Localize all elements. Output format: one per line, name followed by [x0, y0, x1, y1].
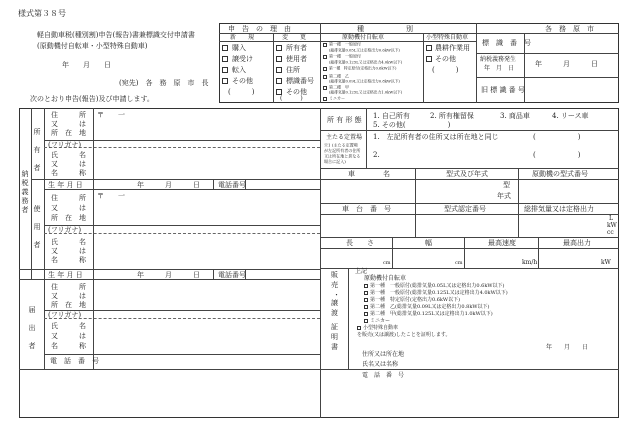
- reason-header: 申 告 の 理 由: [228, 25, 291, 33]
- new-purchase-checkbox[interactable]: [222, 45, 228, 51]
- office-header: 各 務 原 市: [545, 25, 594, 33]
- user-name-label-1: 氏 名: [51, 238, 86, 246]
- special-other-checkbox[interactable]: [426, 56, 432, 62]
- owner-address-label-2: 又 は: [51, 120, 86, 128]
- user-address-label-2: 又 は: [51, 204, 86, 212]
- user-birth-label: 生 年 月 日: [48, 271, 83, 279]
- new-transfer-label: 譲受け: [232, 55, 253, 63]
- user-postal[interactable]: 〒 一: [97, 192, 125, 200]
- ownership-option-1[interactable]: 1. 自己所有: [373, 112, 410, 120]
- proof-date[interactable]: 年 月 日: [546, 344, 589, 351]
- type-1c-label: 第一種 特定原付(定格出力0.6kW以下): [329, 66, 397, 71]
- unit-cc: cc: [607, 229, 614, 236]
- old-plate-field[interactable]: [525, 78, 618, 102]
- submitter-address-label-3: 所 在 地: [51, 301, 86, 309]
- user-phone-label: 電話番号: [218, 271, 246, 279]
- user-name-field[interactable]: [94, 234, 319, 268]
- proof-certify: を販売(又は譲渡)したことを証明します。: [357, 332, 451, 338]
- storage-option-1[interactable]: 1. 左記所有者の住所又は所在地と同じ: [373, 133, 499, 141]
- ownership-label: 所 有 形 態: [327, 116, 362, 124]
- ownership-option-4[interactable]: 4. リース車: [552, 112, 589, 120]
- vehicle-year-unit: 年式: [497, 192, 511, 200]
- vehicle-engine-label: 原動機の型式番号: [532, 170, 588, 178]
- type-2b-note: (総排気量0.09L又は定格出力0.8kW以下): [329, 79, 400, 84]
- user-name-label-2: 又 は: [51, 247, 86, 255]
- length-label: 長 さ: [346, 239, 374, 247]
- power-unit: kW: [601, 259, 611, 266]
- new-transfer-checkbox[interactable]: [222, 56, 228, 62]
- ownership-option-3[interactable]: 3. 商品車: [500, 112, 530, 120]
- new-movein-checkbox[interactable]: [222, 67, 228, 73]
- ownership-option-2[interactable]: 2. 所有権留保: [430, 112, 474, 120]
- form-code: 様式第３８号: [18, 9, 66, 18]
- type-2a-note: (総排気量0.125L又は定格出力1.0kW以下): [329, 90, 403, 95]
- speed-label: 最高速度: [488, 239, 516, 247]
- owner-name-label-1: 氏 名: [51, 151, 86, 159]
- user-furigana-label: (フリガナ): [48, 226, 82, 234]
- new-other-checkbox[interactable]: [222, 78, 228, 84]
- proof-address-label: 住所又は所在地: [362, 351, 405, 358]
- submitter-side-label: 届 出 者: [28, 306, 36, 351]
- unit-liter: L: [609, 215, 613, 222]
- proof-item-5-checkbox[interactable]: [364, 312, 368, 316]
- user-address-label-1: 住 所: [51, 194, 86, 202]
- width-label: 幅: [425, 239, 432, 247]
- user-birth-value[interactable]: 年 月 日: [137, 271, 200, 279]
- tax-date-value[interactable]: 年 月 日: [535, 60, 598, 68]
- submitter-address-field[interactable]: [94, 280, 319, 309]
- change-plate-checkbox[interactable]: [276, 78, 282, 84]
- vehicle-name-field[interactable]: [321, 180, 414, 202]
- submitter-phone-field[interactable]: [94, 355, 319, 368]
- submitter-address-label-1: 住 所: [51, 283, 86, 291]
- owner-address-label-3: 所 在 地: [51, 129, 86, 137]
- user-address-label-3: 所 在 地: [51, 214, 86, 222]
- type-2b-label: 第二種 乙: [329, 74, 350, 79]
- proof-item-4-checkbox[interactable]: [364, 305, 368, 309]
- proof-moped-header: 原動機付自転車: [364, 275, 407, 282]
- type-1b-checkbox[interactable]: [323, 55, 327, 59]
- type-2a-label: 第二種 甲: [329, 85, 350, 90]
- owner-birth-label: 生 年 月 日: [48, 181, 83, 189]
- type-1a-checkbox[interactable]: [323, 43, 327, 47]
- tax-date-label: 納税義務発生: [480, 56, 517, 63]
- change-user-label: 使用者: [286, 55, 307, 63]
- new-other-label: その他: [232, 77, 253, 85]
- remarks-area[interactable]: [20, 370, 618, 417]
- storage-label: 主たる定置場: [326, 134, 363, 141]
- width-unit: cm: [455, 260, 463, 266]
- storage-paren-2: ( ): [533, 151, 581, 159]
- vin-label: 車 台 番 号: [342, 205, 391, 213]
- type-2b-checkbox[interactable]: [323, 75, 327, 79]
- proof-item-3: 第一種 特定原付(定格出力0.6kW以下): [370, 297, 461, 303]
- proof-phone-label: 電 話 番 号: [362, 372, 405, 379]
- change-label: 変 更: [282, 34, 307, 41]
- owner-address-label-1: 住 所: [51, 111, 86, 119]
- user-side-label: 使 用 者: [33, 205, 41, 250]
- owner-phone-field[interactable]: [246, 180, 319, 188]
- proof-item-2: 第一種 一般原付(総排気量0.125L又は定格出力4.0kW以下): [370, 290, 508, 296]
- special-header: 小型特殊自動車: [426, 34, 469, 41]
- submitter-name-field[interactable]: [94, 319, 319, 353]
- change-other-paren: ( ): [280, 95, 303, 102]
- unit-kw: kW: [607, 222, 617, 229]
- change-address-label: 住所: [286, 66, 300, 74]
- cert-field[interactable]: [416, 215, 517, 236]
- proof-item-6-checkbox[interactable]: [364, 319, 368, 323]
- storage-paren-1: ( ): [533, 133, 581, 141]
- type-header: 種 別: [357, 25, 413, 33]
- user-address-field[interactable]: [94, 200, 319, 224]
- proof-name-label: 氏名又は名称: [362, 361, 399, 368]
- type-1c-checkbox[interactable]: [323, 67, 327, 71]
- proof-item-4: 第二種 乙(総排気量0.09L又は定格出力0.8kW以下): [370, 304, 490, 310]
- change-address-checkbox[interactable]: [276, 67, 282, 73]
- vehicle-model-label: 型式及び年式: [446, 170, 488, 178]
- special-farm-checkbox[interactable]: [426, 45, 432, 51]
- type-minicar-label: ミニカー: [329, 96, 346, 101]
- storage-note: ※1 (主たる定置場が左記所有者の住所又は所在地と異なる場合に記入): [324, 144, 361, 165]
- submitter-name-label-3: 名 称: [51, 342, 86, 350]
- tax-date-sub: 年 月 日: [484, 65, 515, 72]
- proof-item-2-checkbox[interactable]: [364, 291, 368, 295]
- new-label: 新 規: [230, 34, 255, 41]
- proof-item-1-checkbox[interactable]: [364, 284, 368, 288]
- special-farm-label: 農耕作業用: [435, 44, 470, 52]
- type-minicar-checkbox[interactable]: [323, 97, 327, 101]
- proof-item-3-checkbox[interactable]: [364, 298, 368, 302]
- submitter-furigana-label: (フリガナ): [48, 311, 82, 319]
- submitter-address-label-2: 又 は: [51, 292, 86, 300]
- user-name-label-3: 名 称: [51, 256, 86, 264]
- submitter-name-label-2: 又 は: [51, 332, 86, 340]
- displacement-label: 総排気量又は定格出力: [524, 205, 594, 213]
- submitter-phone-label: 電 話 番 号: [50, 357, 99, 365]
- proof-item-5: 第二種 甲(総排気量0.125L又は定格出力1.0kW以下): [370, 311, 493, 317]
- vehicle-engine-field[interactable]: [519, 180, 618, 202]
- owner-name-field[interactable]: [94, 148, 319, 178]
- owner-address-field[interactable]: [94, 120, 319, 139]
- type-2a-checkbox[interactable]: [323, 86, 327, 90]
- length-unit: cm: [383, 260, 391, 266]
- new-other-paren: ( ): [228, 88, 255, 96]
- proof-intro: 上記: [355, 268, 368, 275]
- user-phone-field[interactable]: [246, 270, 319, 278]
- change-user-checkbox[interactable]: [276, 56, 282, 62]
- vehicle-model-unit: 型: [503, 181, 510, 189]
- type-1a-note: (総排気量0.05L又は定格出力0.6kW以下): [329, 48, 400, 53]
- cert-label: 型式認定番号: [444, 205, 486, 213]
- submitter-name-label-1: 氏 名: [51, 322, 86, 330]
- application-date: 年 月 日: [62, 61, 111, 69]
- storage-option-2[interactable]: 2.: [373, 151, 380, 159]
- owner-birth-value[interactable]: 年 月 日: [137, 181, 200, 189]
- proof-item-7-checkbox[interactable]: [357, 326, 361, 330]
- type-1b-note: (総排気量0.125L又は定格出力4.0kW以下): [329, 60, 403, 65]
- owner-furigana-label: (フリガナ): [48, 141, 82, 149]
- moped-header: 原動機付自転車: [342, 34, 385, 41]
- form-title-line2: (原動機付自転車・小型特殊自動車): [37, 42, 148, 50]
- power-label: 最高出力: [563, 239, 591, 247]
- plate-number-label: 標 識 番 号: [482, 39, 531, 47]
- owner-postal[interactable]: 〒 一: [97, 111, 125, 119]
- vehicle-name-label: 車 名: [348, 170, 390, 178]
- owner-name-label-3: 名 称: [51, 169, 86, 177]
- new-purchase-label: 購入: [232, 44, 246, 52]
- change-owner-label: 所有者: [286, 44, 307, 52]
- owner-name-label-2: 又 は: [51, 160, 86, 168]
- ownership-option-5[interactable]: 5. その他( ): [373, 121, 451, 129]
- type-1b-label: 第一種 一般原付: [329, 54, 362, 59]
- type-1a-label: 第一種 一般原付: [329, 42, 362, 47]
- owner-side-label: 所 有 者: [33, 128, 41, 173]
- addressee: (宛先) 各 務 原 市 長: [119, 79, 209, 87]
- special-other-paren: ( ): [432, 66, 459, 74]
- taxpayer-side-label: 納税義務者: [21, 170, 29, 215]
- new-movein-label: 転入: [232, 66, 246, 74]
- special-other-label: その他: [435, 55, 456, 63]
- proof-item-1: 第一種 一般原付(総排気量0.05L又は定格出力0.6kW以下): [370, 283, 505, 289]
- old-plate-label: 旧 標 識 番 号: [481, 86, 525, 94]
- form-title-line1: 軽自動車税(種別割)申告(報告)書兼標識交付申請書: [37, 31, 195, 39]
- speed-unit: km/h: [522, 259, 538, 266]
- statement: 次のとおり申告(報告)及び申請します。: [30, 95, 154, 103]
- proof-item-6: ミニカー: [370, 318, 391, 324]
- change-plate-label: 標識番号: [286, 77, 314, 85]
- vin-field[interactable]: [321, 215, 414, 236]
- change-other-label: その他: [286, 88, 307, 96]
- owner-phone-label: 電話番号: [218, 181, 246, 189]
- change-owner-checkbox[interactable]: [276, 45, 282, 51]
- plate-number-field[interactable]: [525, 34, 618, 52]
- proof-item-7: 小型特殊自動車: [363, 325, 399, 331]
